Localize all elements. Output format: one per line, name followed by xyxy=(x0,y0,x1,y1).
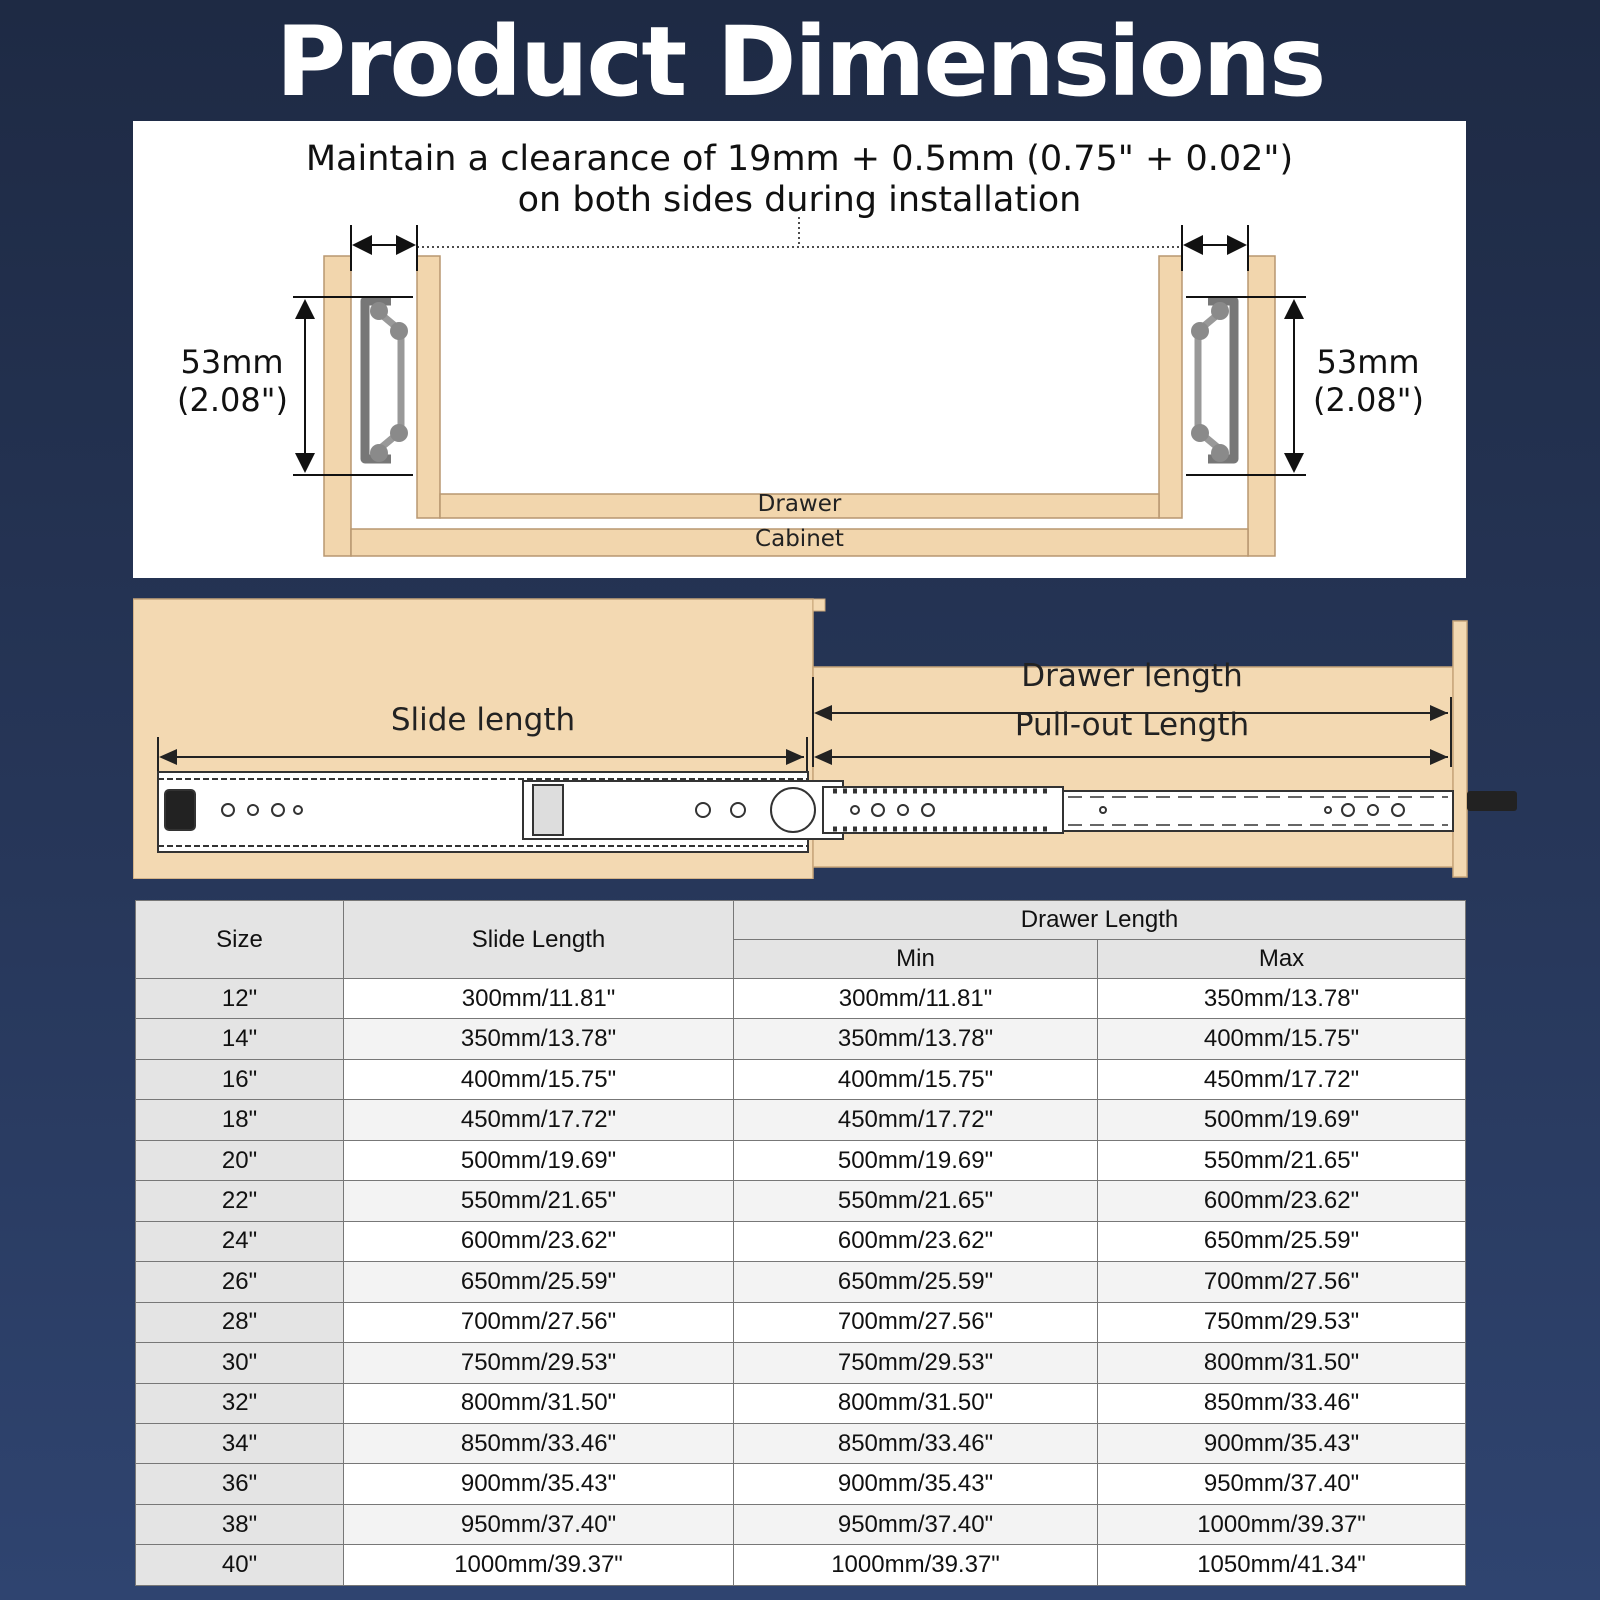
drawer-handle xyxy=(1467,791,1517,811)
drawer-body xyxy=(813,667,1453,867)
cell-slide-length: 350mm/13.78" xyxy=(344,1019,734,1059)
cell-size: 38" xyxy=(136,1504,344,1544)
cabinet-label: Cabinet xyxy=(755,526,844,552)
header-slide-length: Slide Length xyxy=(344,901,734,979)
table-row xyxy=(136,1221,1466,1261)
cell-slide-length: 900mm/35.43" xyxy=(344,1464,734,1504)
cell-min: 350mm/13.78" xyxy=(734,1019,1098,1059)
drawer-left-side xyxy=(417,256,440,518)
cell-min: 600mm/23.62" xyxy=(734,1221,1098,1261)
cell-max: 350mm/13.78" xyxy=(1098,979,1466,1019)
cell-max: 950mm/37.40" xyxy=(1098,1464,1466,1504)
cell-size: 28" xyxy=(136,1302,344,1342)
clearance-note-line1: Maintain a clearance of 19mm + 0.5mm (0.75" + 0.02") xyxy=(305,139,1294,179)
cell-max: 600mm/23.62" xyxy=(1098,1181,1466,1221)
cell-min: 750mm/29.53" xyxy=(734,1343,1098,1383)
cell-min: 450mm/17.72" xyxy=(734,1100,1098,1140)
left-height-mm: 53mm xyxy=(180,343,284,381)
cell-max: 850mm/33.46" xyxy=(1098,1383,1466,1423)
table-row xyxy=(136,1504,1466,1544)
cell-min: 1000mm/39.37" xyxy=(734,1545,1098,1586)
cell-min: 700mm/27.56" xyxy=(734,1302,1098,1342)
left-height-label xyxy=(177,343,287,419)
table-row xyxy=(136,1262,1466,1302)
cell-slide-length: 300mm/11.81" xyxy=(344,979,734,1019)
cell-min: 500mm/19.69" xyxy=(734,1140,1098,1180)
right-height-label xyxy=(1313,343,1423,419)
cell-slide-length: 450mm/17.72" xyxy=(344,1100,734,1140)
cell-size: 24" xyxy=(136,1221,344,1261)
header-drawer-length: Drawer Length xyxy=(734,901,1466,940)
cell-min: 300mm/11.81" xyxy=(734,979,1098,1019)
spec-table-container xyxy=(135,900,1465,1586)
left-height-in: (2.08") xyxy=(177,381,288,419)
table-row xyxy=(136,1383,1466,1423)
cell-max: 400mm/15.75" xyxy=(1098,1019,1466,1059)
table-row xyxy=(136,1181,1466,1221)
cell-slide-length: 700mm/27.56" xyxy=(344,1302,734,1342)
table-row xyxy=(136,1464,1466,1504)
clearance-arrows xyxy=(351,217,1248,271)
cell-min: 900mm/35.43" xyxy=(734,1464,1098,1504)
cell-size: 12" xyxy=(136,979,344,1019)
drawer-right-side xyxy=(1159,256,1182,518)
cell-max: 750mm/29.53" xyxy=(1098,1302,1466,1342)
cell-slide-length: 1000mm/39.37" xyxy=(344,1545,734,1586)
drawer-length-label: Drawer length xyxy=(1021,658,1243,694)
header-max: Max xyxy=(1098,940,1466,979)
header-min: Min xyxy=(734,940,1098,979)
pullout-length-label: Pull-out Length xyxy=(1014,707,1250,743)
table-row xyxy=(136,1545,1466,1586)
cell-min: 950mm/37.40" xyxy=(734,1504,1098,1544)
table-row xyxy=(136,1343,1466,1383)
cell-max: 550mm/21.65" xyxy=(1098,1140,1466,1180)
clearance-note-line2: on both sides during installation xyxy=(517,180,1082,220)
cell-min: 800mm/31.50" xyxy=(734,1383,1098,1423)
cell-size: 14" xyxy=(136,1019,344,1059)
cell-max: 500mm/19.69" xyxy=(1098,1100,1466,1140)
cell-max: 650mm/25.59" xyxy=(1098,1221,1466,1261)
clearance-diagram xyxy=(133,121,1466,578)
cell-max: 700mm/27.56" xyxy=(1098,1262,1466,1302)
cell-min: 650mm/25.59" xyxy=(734,1262,1098,1302)
table-row xyxy=(136,1140,1466,1180)
spec-table xyxy=(135,900,1466,1586)
page-title: Product Dimensions xyxy=(275,6,1325,118)
table-row xyxy=(136,1100,1466,1140)
table-row xyxy=(136,979,1466,1019)
cabinet-lip xyxy=(813,599,825,611)
cabinet-left-side xyxy=(324,256,351,556)
table-row xyxy=(136,1059,1466,1099)
cell-size: 18" xyxy=(136,1100,344,1140)
cell-max: 1050mm/41.34" xyxy=(1098,1545,1466,1586)
table-row xyxy=(136,1019,1466,1059)
height-arrows xyxy=(293,297,1306,475)
cell-slide-length: 400mm/15.75" xyxy=(344,1059,734,1099)
slide-length-label: Slide length xyxy=(390,702,576,738)
cell-size: 16" xyxy=(136,1059,344,1099)
cell-max: 900mm/35.43" xyxy=(1098,1423,1466,1463)
right-height-in: (2.08") xyxy=(1313,381,1424,419)
cell-slide-length: 650mm/25.59" xyxy=(344,1262,734,1302)
cell-size: 20" xyxy=(136,1140,344,1180)
cell-size: 22" xyxy=(136,1181,344,1221)
cell-min: 850mm/33.46" xyxy=(734,1423,1098,1463)
cell-slide-length: 550mm/21.65" xyxy=(344,1181,734,1221)
cell-size: 36" xyxy=(136,1464,344,1504)
cell-min: 400mm/15.75" xyxy=(734,1059,1098,1099)
cell-size: 32" xyxy=(136,1383,344,1423)
cell-max: 1000mm/39.37" xyxy=(1098,1504,1466,1544)
cell-max: 800mm/31.50" xyxy=(1098,1343,1466,1383)
spec-table-body xyxy=(136,979,1466,1586)
header-size: Size xyxy=(136,901,344,979)
drawer-front xyxy=(1453,621,1467,877)
cell-slide-length: 500mm/19.69" xyxy=(344,1140,734,1180)
cell-slide-length: 750mm/29.53" xyxy=(344,1343,734,1383)
table-row xyxy=(136,1423,1466,1463)
table-row xyxy=(136,1302,1466,1342)
cell-size: 34" xyxy=(136,1423,344,1463)
side-view-diagram xyxy=(133,597,1533,879)
cell-size: 40" xyxy=(136,1545,344,1586)
cell-size: 30" xyxy=(136,1343,344,1383)
cabinet-right-side xyxy=(1248,256,1275,556)
cell-min: 550mm/21.65" xyxy=(734,1181,1098,1221)
cell-size: 26" xyxy=(136,1262,344,1302)
right-height-mm: 53mm xyxy=(1316,343,1420,381)
cell-slide-length: 800mm/31.50" xyxy=(344,1383,734,1423)
cell-slide-length: 850mm/33.46" xyxy=(344,1423,734,1463)
cell-slide-length: 950mm/37.40" xyxy=(344,1504,734,1544)
cell-max: 450mm/17.72" xyxy=(1098,1059,1466,1099)
drawer-label: Drawer xyxy=(757,491,842,517)
slide-rail-middle xyxy=(523,781,843,839)
cell-slide-length: 600mm/23.62" xyxy=(344,1221,734,1261)
